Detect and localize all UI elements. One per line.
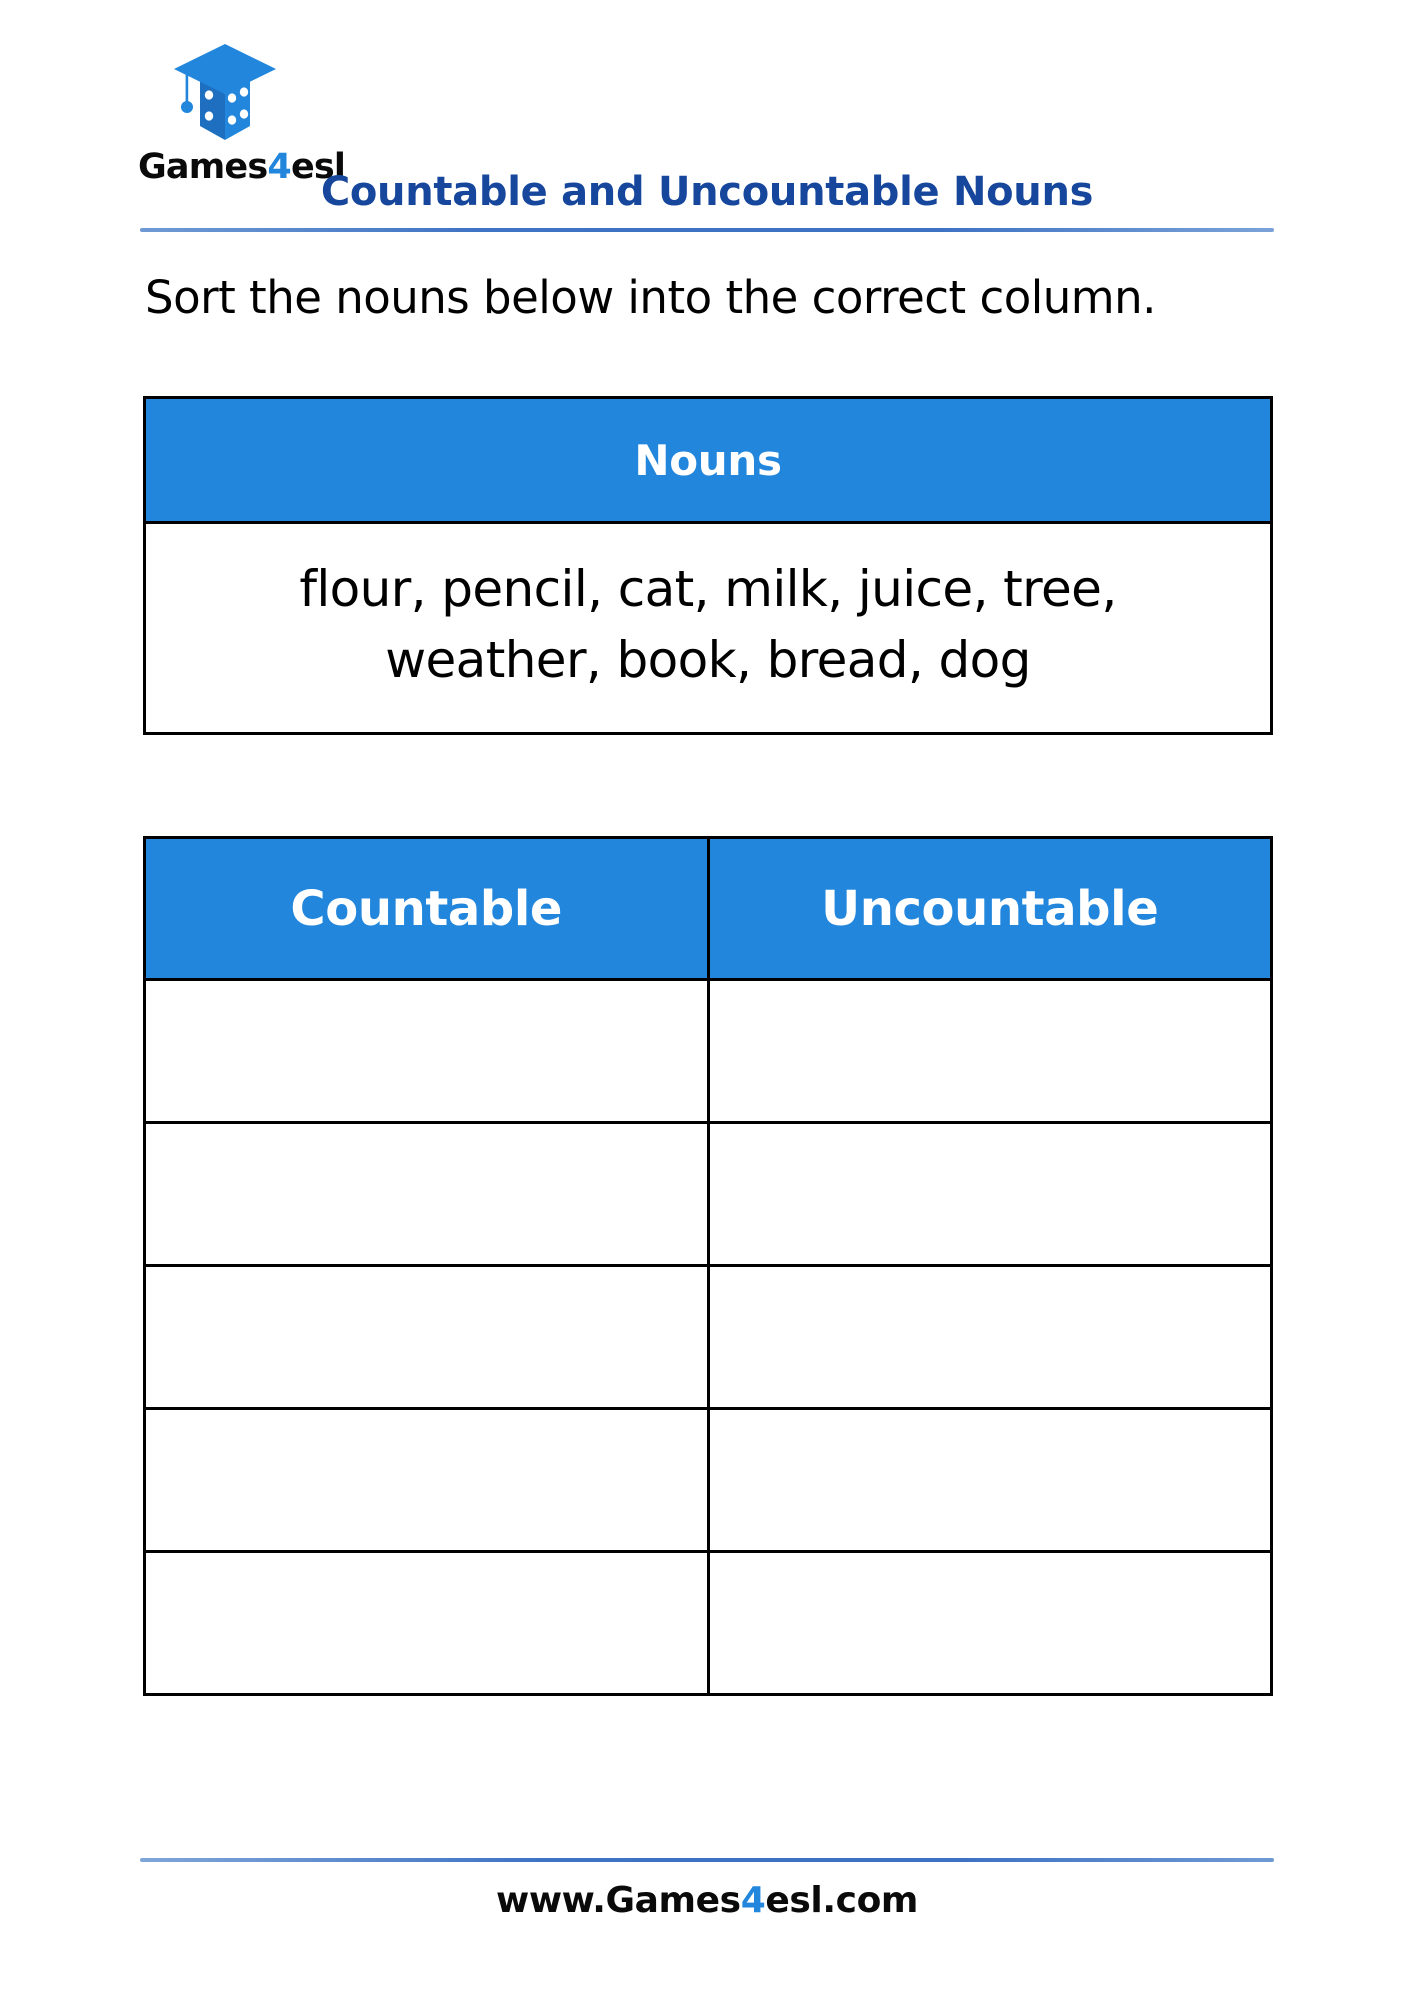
answer-cell-countable[interactable] bbox=[145, 1123, 709, 1266]
noun-bank-line: flour, pencil, cat, milk, juice, tree, bbox=[299, 560, 1117, 618]
sorting-table bbox=[143, 836, 1273, 1696]
answer-cell-countable[interactable] bbox=[145, 1266, 709, 1409]
noun-bank-line: weather, book, bread, dog bbox=[385, 631, 1031, 689]
answer-cell-countable[interactable] bbox=[145, 1552, 709, 1695]
page-header bbox=[0, 0, 1414, 240]
table-row bbox=[145, 1123, 1272, 1266]
footer-url bbox=[0, 1880, 1414, 1921]
column-header-uncountable bbox=[708, 838, 1272, 980]
instruction-text: Sort the nouns below into the correct column. bbox=[145, 271, 1156, 324]
brand-logo bbox=[138, 36, 353, 185]
column-header-uncountable-label: Uncountable bbox=[821, 880, 1159, 937]
brand-wordmark-accent: 4 bbox=[267, 147, 291, 187]
table-row bbox=[145, 1266, 1272, 1409]
footer-url-accent: 4 bbox=[740, 1880, 766, 1921]
sorting-table-body bbox=[145, 980, 1272, 1695]
table-row bbox=[145, 1409, 1272, 1552]
column-header-countable-label: Countable bbox=[290, 880, 563, 937]
footer-divider bbox=[140, 1858, 1274, 1862]
noun-bank-header-label: Nouns bbox=[634, 435, 782, 485]
sorting-table-head bbox=[145, 838, 1272, 980]
answer-cell-uncountable[interactable] bbox=[708, 1409, 1272, 1552]
graduation-cap-dice-logo-icon bbox=[168, 36, 283, 148]
brand-wordmark-suffix: esl bbox=[290, 147, 346, 187]
answer-cell-uncountable[interactable] bbox=[708, 1266, 1272, 1409]
noun-bank bbox=[143, 396, 1273, 735]
answer-cell-countable[interactable] bbox=[145, 1409, 709, 1552]
table-row bbox=[145, 980, 1272, 1123]
column-header-countable bbox=[145, 838, 709, 980]
answer-cell-uncountable[interactable] bbox=[708, 1552, 1272, 1695]
footer-url-suffix: esl.com bbox=[765, 1880, 919, 1921]
table-row bbox=[145, 1552, 1272, 1695]
footer-url-prefix: www.Games bbox=[495, 1880, 741, 1921]
noun-bank-header bbox=[146, 399, 1270, 524]
brand-wordmark-prefix: Games bbox=[138, 147, 268, 187]
answer-cell-uncountable[interactable] bbox=[708, 980, 1272, 1123]
table-header-row bbox=[145, 838, 1272, 980]
noun-bank-body bbox=[146, 524, 1270, 732]
page-title: Countable and Uncountable Nouns bbox=[320, 169, 1094, 215]
answer-cell-uncountable[interactable] bbox=[708, 1123, 1272, 1266]
header-divider bbox=[140, 228, 1274, 232]
answer-cell-countable[interactable] bbox=[145, 980, 709, 1123]
